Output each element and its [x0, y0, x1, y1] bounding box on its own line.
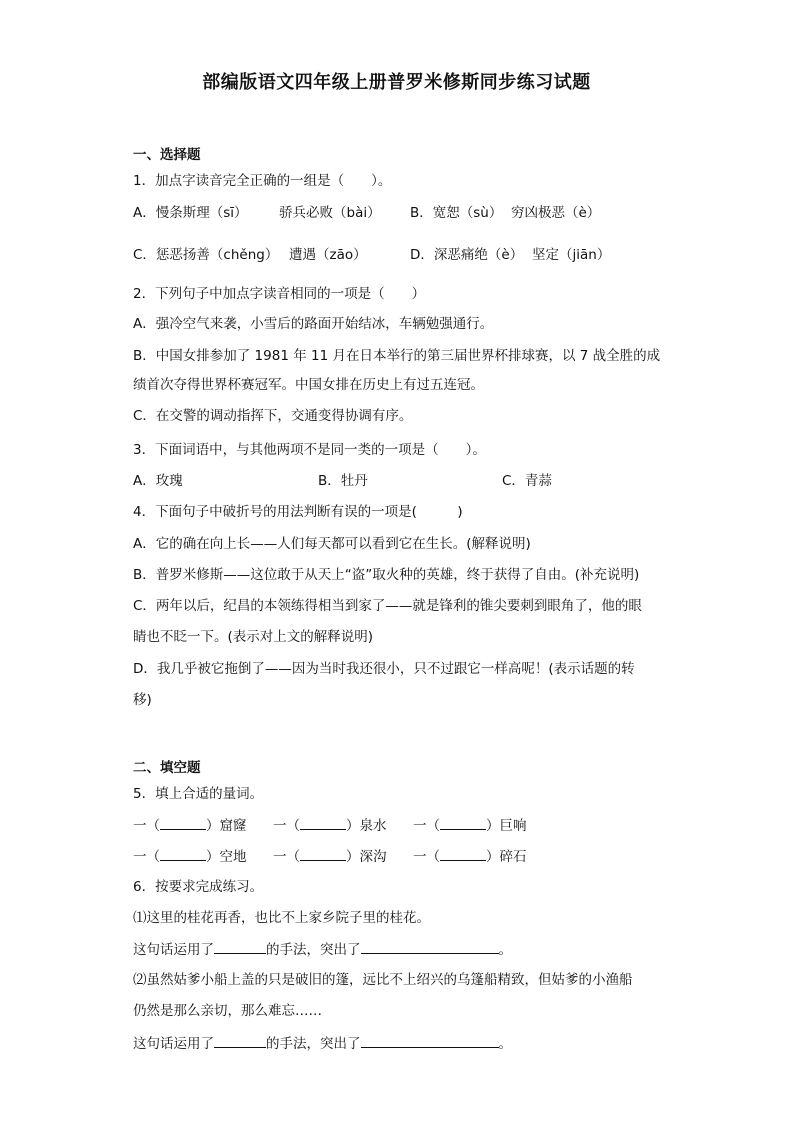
q3-option-b: B．牡丹: [318, 473, 368, 489]
answer-blank[interactable]: [160, 846, 206, 861]
q1-option-c-2: 遭遇（zāo）: [289, 247, 367, 263]
q2-option-b-line1: B．中国女排参加了 1981 年 11 月在日本举行的第三届世界杯排球赛，以 7 战全胜的成: [133, 348, 661, 364]
answer-blank[interactable]: [440, 815, 486, 830]
q1-option-b: B．宽恕（sù）: [410, 205, 503, 221]
answer-blank[interactable]: [361, 1033, 499, 1048]
answer-blank[interactable]: [300, 815, 346, 830]
q4-option-d-line1: D．我几乎被它拖倒了——因为当时我还很小，只不过跟它一样高呢！(表示话题的转: [133, 661, 635, 677]
q6-sentence-2-line1: ⑵虽然姑爹小船上盖的只是破旧的篷，远比不上绍兴的乌篷船精致，但姑爹的小渔船: [133, 972, 633, 988]
q5-item: 一（ ）深沟: [273, 846, 387, 867]
question-4-stem: 4．下面句子中破折号的用法判断有误的一项是( ): [133, 504, 463, 520]
q6-sentence-2-line2: 仍然是那么亲切，那么难忘……: [133, 1003, 322, 1019]
q4-option-b: B．普罗米修斯——这位敢于从天上“盗”取火种的英雄，终于获得了自由。(补充说明): [133, 567, 640, 583]
question-1-stem: 1．加点字读音完全正确的一组是（ ）。: [133, 173, 392, 189]
question-3-stem: 3．下面词语中，与其他两项不是同一类的一项是（ ）。: [133, 442, 486, 458]
q2-option-b-line2: 绩首次夺得世界杯赛冠军。中国女排在历史上有过五连冠。: [133, 377, 484, 393]
q1-option-d-2: 坚定（jiān）: [532, 247, 611, 263]
q5-item: 一（ ）窟窿: [133, 815, 247, 836]
answer-blank[interactable]: [214, 1033, 266, 1048]
section-heading-choice: 一、选择题: [133, 147, 201, 163]
q4-option-c-line2: 睛也不眨一下。(表示对上文的解释说明): [133, 629, 374, 645]
question-5-stem: 5．填上合适的量词。: [133, 786, 264, 802]
q4-option-a: A．它的确在向上长——人们每天都可以看到它在生长。(解释说明): [133, 536, 531, 552]
question-6-stem: 6．按要求完成练习。: [133, 879, 264, 895]
q1-option-a: A．慢条斯理（sī）: [133, 205, 248, 221]
q6-fill-line-2: 这句话运用了 的手法，突出了 。: [133, 1033, 512, 1054]
answer-blank[interactable]: [361, 939, 499, 954]
q5-item: 一（ ）碎石: [413, 846, 527, 867]
q1-option-d: D．深恶痛绝（è）: [410, 247, 524, 263]
q1-option-c: C．惩恶扬善（chěng）: [133, 247, 279, 263]
q4-option-c-line1: C．两年以后，纪昌的本领练得相当到家了——就是锋利的锥尖要刺到眼角了，他的眼: [133, 598, 642, 614]
answer-blank[interactable]: [214, 939, 266, 954]
q3-option-a: A．玫瑰: [133, 473, 183, 489]
section-heading-fill: 二、填空题: [133, 760, 201, 776]
q1-option-b-2: 穷凶极恶（è）: [511, 205, 601, 221]
q2-option-a: A．强冷空气来袭，小雪后的路面开始结冰，车辆勉强通行。: [133, 316, 494, 332]
q1-option-a-2: 骄兵必败（bài）: [279, 205, 381, 221]
answer-blank[interactable]: [440, 846, 486, 861]
q5-item: 一（ ）空地: [133, 846, 247, 867]
question-2-stem: 2．下列句子中加点字读音相同的一项是（ ）: [133, 286, 426, 302]
q6-sentence-1: ⑴这里的桂花再香，也比不上家乡院子里的桂花。: [133, 910, 430, 926]
page-title: 部编版语文四年级上册普罗米修斯同步练习试题: [202, 72, 591, 93]
q2-option-c: C．在交警的调动指挥下，交通变得协调有序。: [133, 408, 413, 424]
answer-blank[interactable]: [300, 846, 346, 861]
q3-option-c: C．青蒜: [502, 473, 552, 489]
answer-blank[interactable]: [160, 815, 206, 830]
q5-item: 一（ ）泉水: [273, 815, 387, 836]
q4-option-d-line2: 移): [133, 692, 152, 708]
q6-fill-line-1: 这句话运用了 的手法，突出了 。: [133, 939, 512, 960]
q5-item: 一（ ）巨响: [413, 815, 527, 836]
